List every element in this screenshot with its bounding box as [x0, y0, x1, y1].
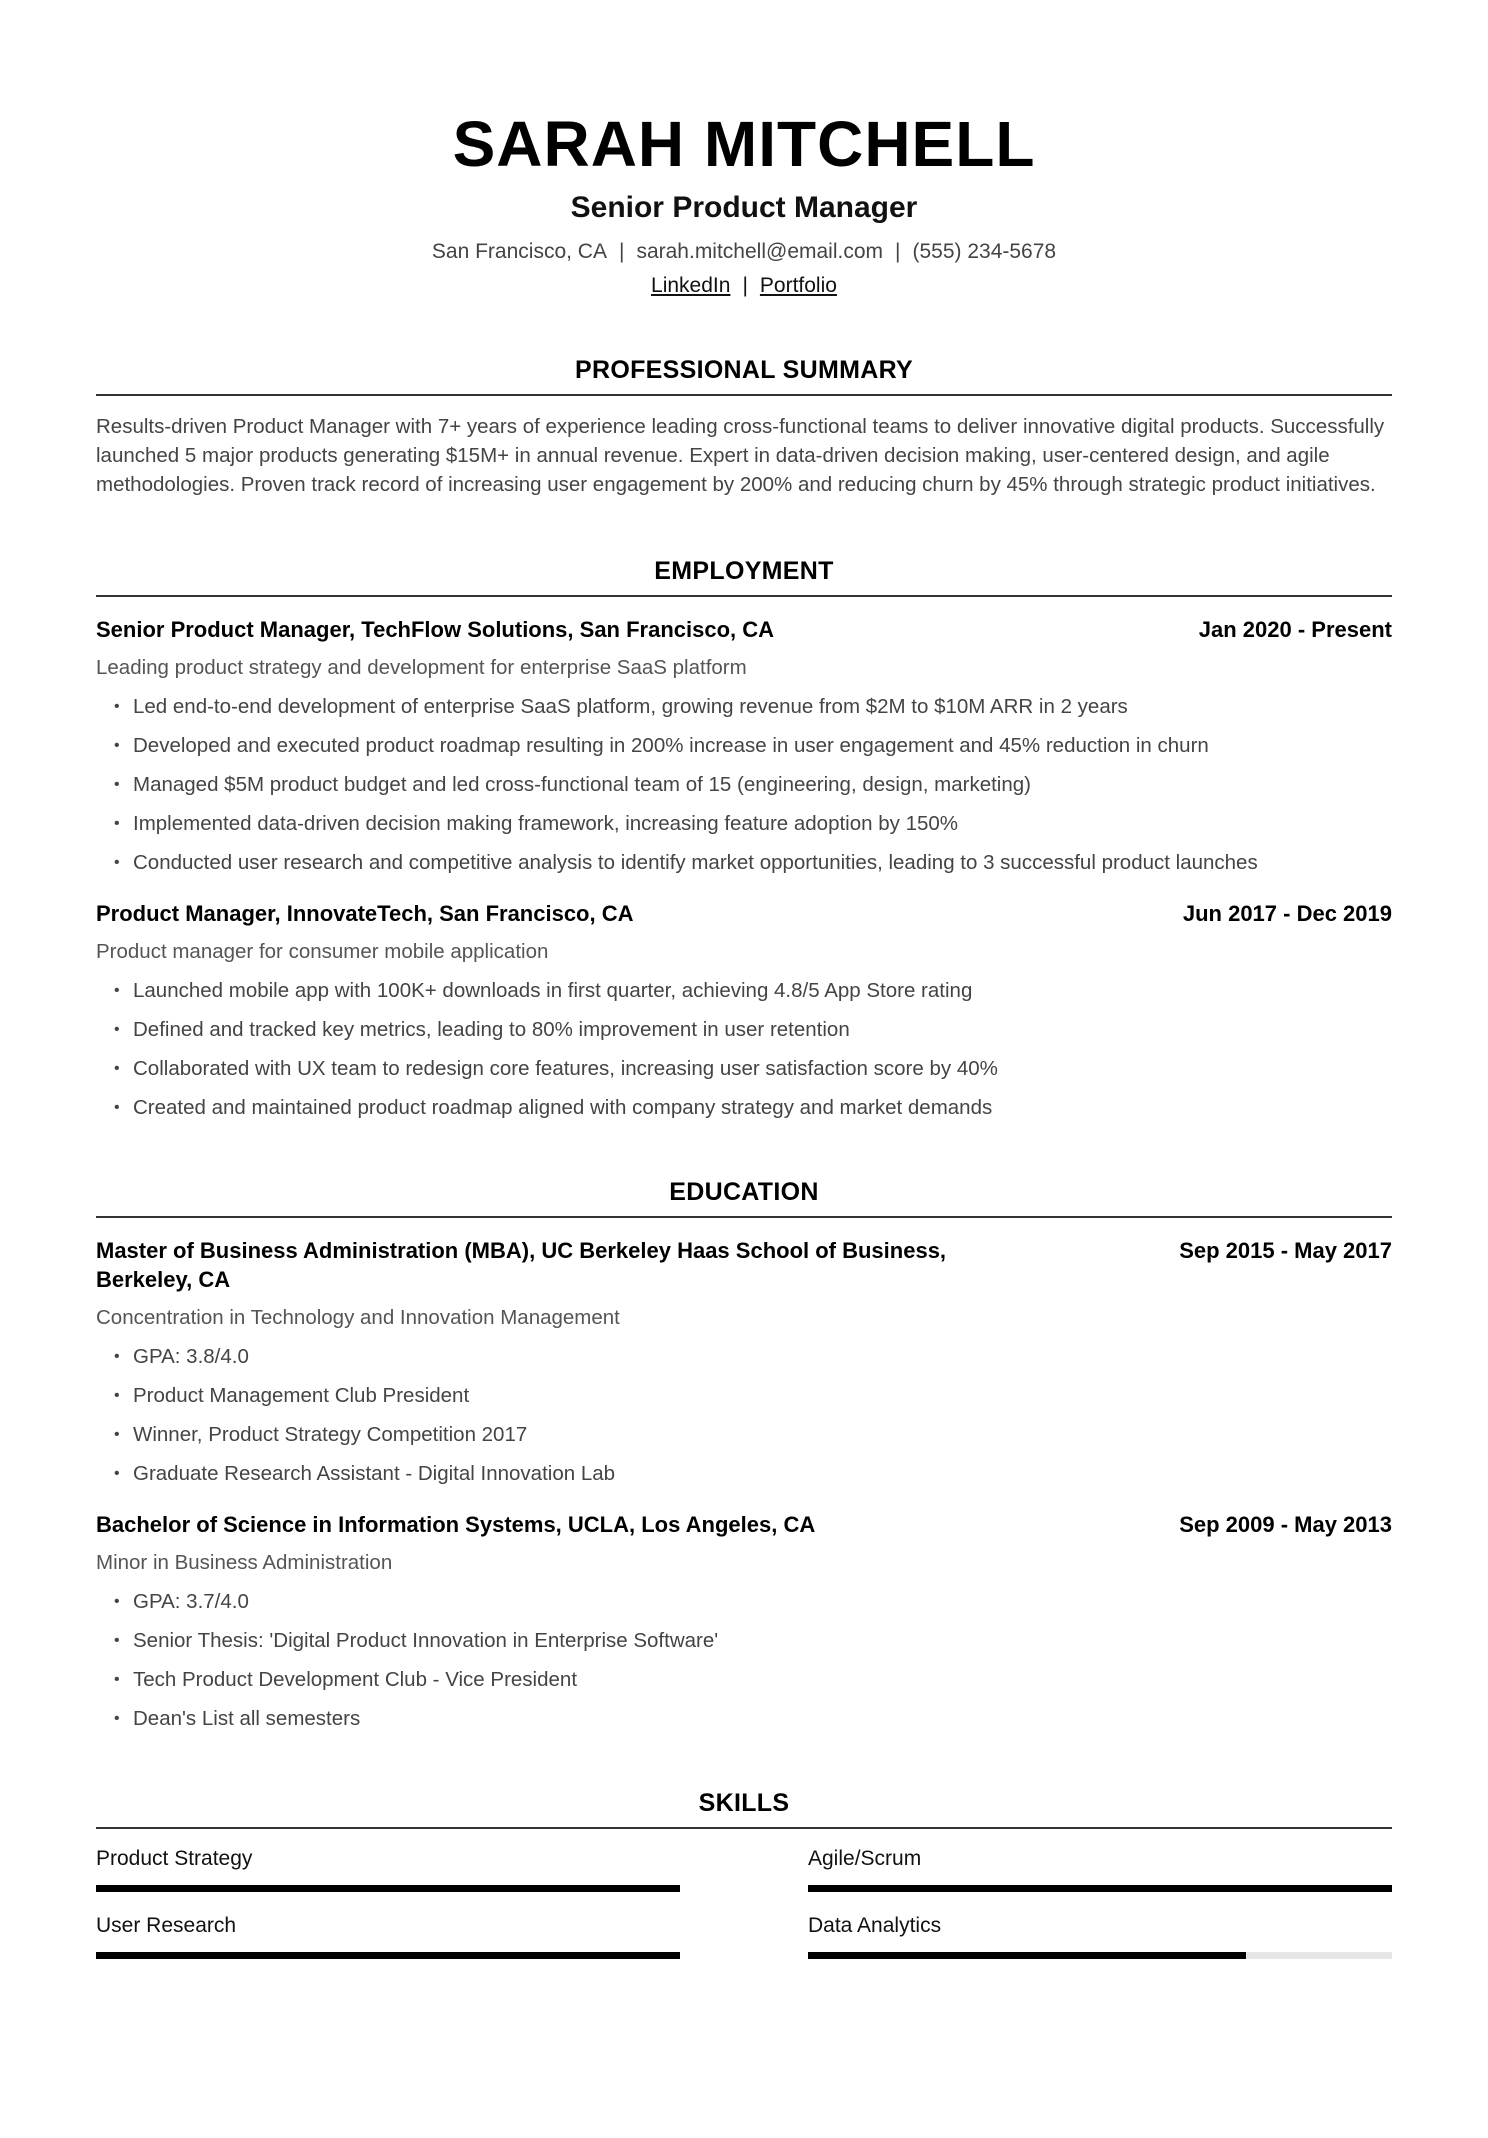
location: San Francisco, CA [431, 240, 607, 263]
profile-links [96, 272, 1392, 300]
skills-column [96, 1845, 680, 1979]
email[interactable]: sarah.mitchell@email.com [636, 240, 884, 263]
section-heading: EMPLOYMENT [96, 555, 1392, 597]
candidate-name: SARAH MITCHELL [452, 108, 1036, 180]
bullet-list [96, 1588, 1392, 1733]
skill-name: Product Strategy [96, 1847, 253, 1870]
education-section [96, 1176, 1392, 1733]
skills-grid [96, 1845, 1392, 1979]
skills-section [96, 1787, 1392, 1979]
skill-level-fill [808, 1952, 1246, 1959]
separator: | [895, 240, 901, 263]
skill-item [96, 1912, 680, 1959]
list-item: • Conducted user research and competitive analysis to identify market opportunities, leading to 3 successful product launches [114, 849, 1392, 877]
skill-level-fill [96, 1885, 680, 1892]
skill-level-bar [808, 1952, 1392, 1959]
skill-level-fill [808, 1885, 1392, 1892]
contact-line [96, 238, 1392, 266]
bullet-list [96, 977, 1392, 1122]
entry-date: Jan 2020 - Present [1198, 617, 1392, 642]
entry-date: Jun 2017 - Dec 2019 [1182, 901, 1392, 926]
list-item: • Created and maintained product roadmap aligned with company strategy and market demands [114, 1094, 1392, 1122]
skill-level-bar [808, 1885, 1392, 1892]
list-item: • Tech Product Development Club - Vice President [114, 1666, 1392, 1694]
employment-entry [96, 899, 1392, 1122]
entry-date: Sep 2009 - May 2013 [1179, 1512, 1392, 1537]
job-title: Senior Product Manager [570, 191, 918, 224]
list-item: • Managed $5M product budget and led cross-functional team of 15 (engineering, design, marketing) [114, 771, 1392, 799]
skill-level-fill [96, 1952, 680, 1959]
employment-section [96, 555, 1392, 1122]
list-item: • Launched mobile app with 100K+ downloads in first quarter, achieving 4.8/5 App Store rating [114, 977, 1392, 1005]
entry-description: Product manager for consumer mobile application [96, 940, 549, 963]
skill-name: Data Analytics [808, 1914, 942, 1937]
summary-section [96, 354, 1392, 499]
list-item: • Collaborated with UX team to redesign core features, increasing user satisfaction score by 40% [114, 1055, 1392, 1083]
phone: (555) 234-5678 [912, 240, 1057, 263]
list-item: • Product Management Club President [114, 1382, 1392, 1410]
list-item: • Led end-to-end development of enterprise SaaS platform, growing revenue from $2M to $10M ARR in 2 years [114, 693, 1392, 721]
list-item: • Dean's List all semesters [114, 1705, 1392, 1733]
summary-text: Results-driven Product Manager with 7+ years of experience leading cross-functional teams to deliver innovative digital products. Successfully launched 5 major products generating $15M+ in annual revenue. Expert in data-driven decision making, user-centered design, and agile methodologies. Proven track record of increasing user engagement by 200% and reducing churn by 45% through strategic product initiatives. [96, 415, 1385, 496]
entry-date: Sep 2015 - May 2017 [1179, 1238, 1392, 1263]
list-item: • Defined and tracked key metrics, leading to 80% improvement in user retention [114, 1016, 1392, 1044]
separator: | [742, 274, 748, 297]
linkedin-link[interactable]: LinkedIn [651, 274, 731, 297]
list-item: • Graduate Research Assistant - Digital Innovation Lab [114, 1460, 1392, 1488]
skill-name: User Research [96, 1914, 237, 1937]
resume-header [96, 0, 1392, 300]
list-item: • Senior Thesis: 'Digital Product Innovation in Enterprise Software' [114, 1627, 1392, 1655]
list-item: • GPA: 3.8/4.0 [114, 1343, 1392, 1371]
skill-item [808, 1912, 1392, 1959]
section-heading: EDUCATION [96, 1176, 1392, 1218]
list-item: • Implemented data-driven decision making framework, increasing feature adoption by 150% [114, 810, 1392, 838]
bullet-list [96, 1343, 1392, 1488]
entry-title: Bachelor of Science in Information Systems, UCLA, Los Angeles, CA [96, 1512, 816, 1537]
entry-title: Master of Business Administration (MBA), UC Berkeley Haas School of Business, Berkeley, CA [96, 1238, 947, 1292]
skill-name: Agile/Scrum [808, 1847, 922, 1870]
education-entry [96, 1236, 1392, 1488]
section-heading: SKILLS [96, 1787, 1392, 1829]
entry-description: Leading product strategy and development for enterprise SaaS platform [96, 656, 747, 679]
entry-description: Minor in Business Administration [96, 1551, 393, 1574]
entry-title: Product Manager, InnovateTech, San Francisco, CA [96, 901, 634, 926]
separator: | [618, 240, 625, 263]
skill-item [808, 1845, 1392, 1892]
list-item: • Winner, Product Strategy Competition 2017 [114, 1421, 1392, 1449]
skill-level-bar [96, 1885, 680, 1892]
entry-title: Senior Product Manager, TechFlow Solutions, San Francisco, CA [96, 617, 775, 642]
education-entry [96, 1510, 1392, 1733]
entry-description: Concentration in Technology and Innovation Management [96, 1306, 620, 1329]
list-item: • Developed and executed product roadmap resulting in 200% increase in user engagement and 45% reduction in churn [114, 732, 1392, 760]
skills-column [808, 1845, 1392, 1979]
section-heading: PROFESSIONAL SUMMARY [96, 354, 1392, 396]
portfolio-link[interactable]: Portfolio [759, 274, 837, 297]
list-item: • GPA: 3.7/4.0 [114, 1588, 1392, 1616]
skill-level-bar [96, 1952, 680, 1959]
bullet-list [96, 693, 1392, 877]
employment-entry [96, 615, 1392, 877]
skill-item [96, 1845, 680, 1892]
